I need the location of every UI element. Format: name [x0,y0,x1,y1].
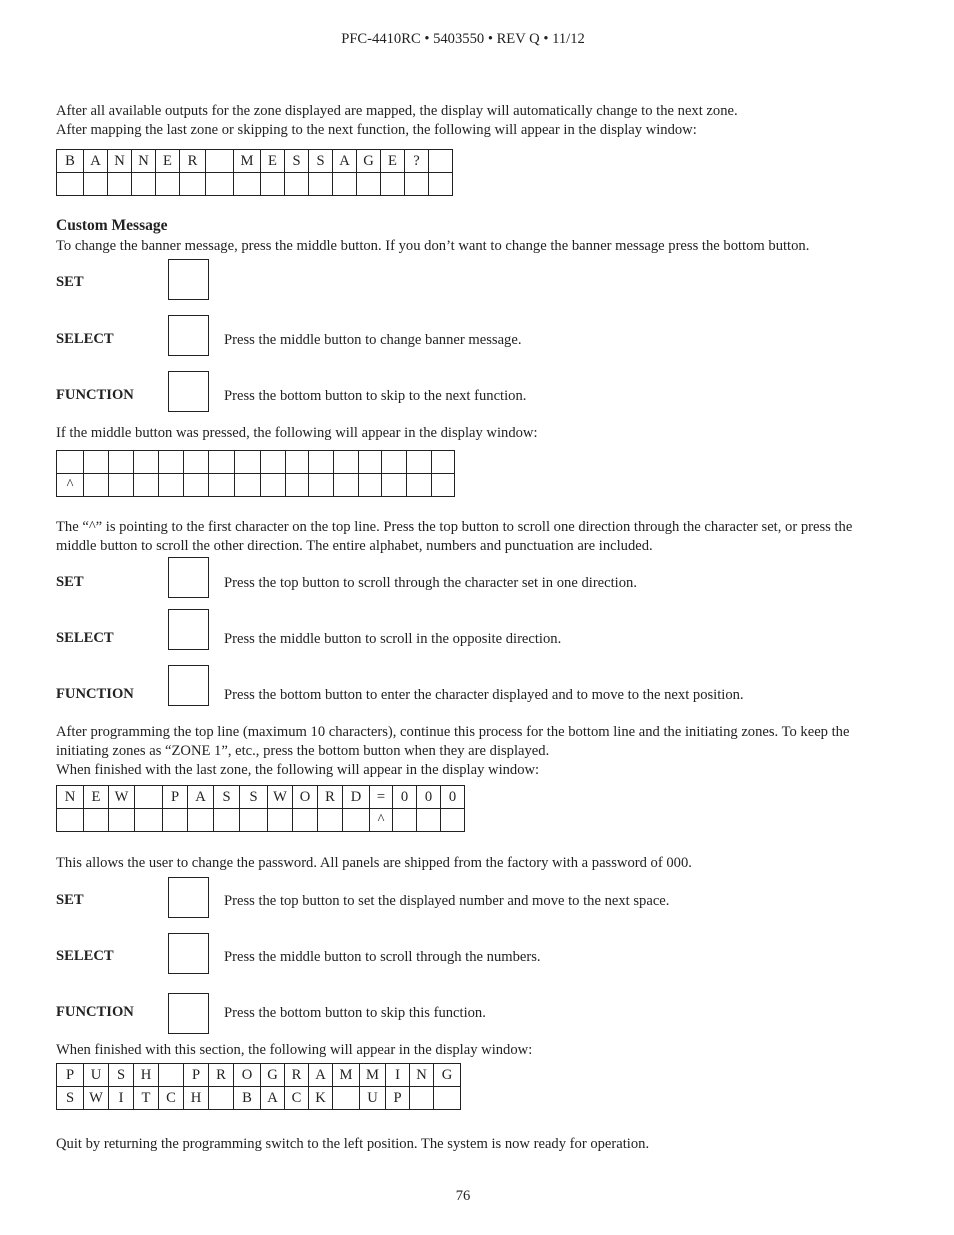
display-cell [309,451,334,474]
display-cell: R [285,1064,309,1087]
display-cell [286,474,309,497]
display-cell [159,451,184,474]
display-cell: W [84,1087,109,1110]
display-cell: O [293,786,318,809]
display-cell [343,809,370,832]
display-cell: 0 [393,786,417,809]
display-cell [84,809,109,832]
display-cell: A [333,150,357,173]
set-button[interactable] [168,259,209,300]
select-description: Press the middle button to scroll in the opposite direction. [224,631,562,647]
display-cell: D [343,786,370,809]
display-cell [184,474,209,497]
display-cell [382,474,407,497]
display-cell: S [57,1087,84,1110]
display-cell [293,809,318,832]
display-cell [417,809,441,832]
select-description: Press the middle button to scroll through the numbers. [224,949,541,965]
display-cell: S [285,150,309,173]
display-cell [432,451,455,474]
function-button[interactable] [168,993,209,1034]
set-label: SET [56,892,84,908]
display-cell [132,173,156,196]
display-cell: A [261,1087,285,1110]
display-cell [159,474,184,497]
display-cell [109,451,134,474]
display-cell: B [234,1087,261,1110]
select-label: SELECT [56,630,114,646]
display-cell [159,1064,184,1087]
display-cell: B [57,150,84,173]
display-cell [206,173,234,196]
display-cell [309,173,333,196]
display-cell: ^ [370,809,393,832]
display-cell [333,173,357,196]
display-cell [209,1087,234,1110]
display-cell [434,1087,461,1110]
display-cell [261,474,286,497]
display-cell: ^ [57,474,84,497]
display-cell: R [180,150,206,173]
display-cell [57,173,84,196]
display-cell [405,173,429,196]
display-row [57,173,453,196]
display-cell [441,809,465,832]
display-cell: G [261,1064,285,1087]
display-cell: = [370,786,393,809]
display-cell: U [360,1087,386,1110]
select-description: Press the middle button to change banner message. [224,332,522,348]
display-cell: C [159,1087,184,1110]
display-cell: S [309,150,333,173]
display-cell [156,173,180,196]
display-cell [334,451,359,474]
display-cell: N [57,786,84,809]
display-cell: P [386,1087,410,1110]
caret-explanation: The “^” is pointing to the first character on the top line. Press the top button to scroll one direction through the character set, or press the middle button to scroll the other direction. The entire alphabet, numbers and punctuation are included. [56,519,853,554]
select-button[interactable] [168,315,209,356]
display-cell [407,474,432,497]
display-cell [214,809,240,832]
function-button[interactable] [168,371,209,412]
display-window-new-password [56,785,465,832]
after-programming-text: After programming the top line (maximum 10 characters), continue this process for the bottom line and the initiating zones. To keep the initiating zones as “ZONE 1”, etc., press the bottom button when they are displayed. [56,724,850,759]
display-row [57,451,455,474]
set-description: Press the top button to set the displayed number and move to the next space. [224,893,670,909]
display-cell: W [109,786,135,809]
display-cell: 0 [441,786,465,809]
select-button[interactable] [168,609,209,650]
display-cell [57,809,84,832]
set-button[interactable] [168,557,209,598]
display-cell [134,451,159,474]
display-cell [410,1087,434,1110]
intro-line-1: After all available outputs for the zone displayed are mapped, the display will automatically change to the next zone. [56,103,738,119]
display-cell [235,451,261,474]
display-cell: E [381,150,405,173]
display-window-banner-message [56,149,453,196]
display-cell [134,474,159,497]
display-cell: S [240,786,268,809]
display-row [57,1064,461,1087]
display-cell: H [184,1087,209,1110]
display-cell [285,173,309,196]
display-cell: N [108,150,132,173]
display-cell: P [163,786,188,809]
display-cell: 0 [417,786,441,809]
display-row [57,786,465,809]
display-cell [334,474,359,497]
display-cell: E [261,150,285,173]
display-cell [184,451,209,474]
display-cell [286,451,309,474]
display-cell: W [268,786,293,809]
display-cell [188,809,214,832]
display-cell: P [184,1064,209,1087]
function-description: Press the bottom button to skip this function. [224,1005,486,1021]
finished-last-zone-text: When finished with the last zone, the following will appear in the display window: [56,762,540,778]
display-cell: U [84,1064,109,1087]
display-cell: N [410,1064,434,1087]
set-button[interactable] [168,877,209,918]
display-cell: A [188,786,214,809]
select-label: SELECT [56,331,114,347]
display-cell [234,173,261,196]
display-row [57,1087,461,1110]
display-cell: E [156,150,180,173]
page-header: PFC-4410RC • 5403550 • REV Q • 11/12 [341,31,585,47]
display-cell: H [134,1064,159,1087]
function-label: FUNCTION [56,387,134,403]
display-cell [84,474,109,497]
display-cell [261,173,285,196]
display-cell: R [318,786,343,809]
quit-instructions: Quit by returning the programming switch to the left position. The system is now ready for operation. [56,1136,650,1152]
custom-message-instructions: To change the banner message, press the middle button. If you don’t want to change the banner message press the bottom button. [56,238,810,254]
display-row [57,150,453,173]
display-cell: M [360,1064,386,1087]
display-window-push-programming [56,1063,461,1110]
display-cell: R [209,1064,234,1087]
display-cell [206,150,234,173]
display-cell: K [309,1087,333,1110]
display-cell [393,809,417,832]
display-cell [407,451,432,474]
section-heading-custom-message: Custom Message [56,217,168,234]
display-cell [109,809,135,832]
display-cell [309,474,334,497]
display-row [57,809,465,832]
display-cell [333,1087,360,1110]
display-cell: N [132,150,156,173]
display-cell [235,474,261,497]
function-description: Press the bottom button to enter the character displayed and to move to the next position. [224,687,744,703]
function-label: FUNCTION [56,686,134,702]
function-description: Press the bottom button to skip to the next function. [224,388,527,404]
page-number: 76 [455,1188,471,1204]
display-cell: ? [405,150,429,173]
display-cell [57,451,84,474]
function-button[interactable] [168,665,209,706]
display-cell: G [434,1064,461,1087]
display-cell [261,451,286,474]
display-cell [357,173,381,196]
display-cell: E [84,786,109,809]
display-cell: I [109,1087,134,1110]
display-cell [209,451,235,474]
display-cell: P [57,1064,84,1087]
display-cell: A [309,1064,333,1087]
display-cell [429,150,453,173]
display-window-blank-caret [56,450,455,497]
display-cell: C [285,1087,309,1110]
display-cell [359,474,382,497]
display-cell [209,474,235,497]
display-cell: S [109,1064,134,1087]
display-cell [382,451,407,474]
display-cell [429,173,453,196]
set-description: Press the top button to scroll through the character set in one direction. [224,575,637,591]
display-cell: G [357,150,381,173]
display-cell [318,809,343,832]
select-label: SELECT [56,948,114,964]
display-cell [135,786,163,809]
display-cell [135,809,163,832]
display-row [57,474,455,497]
display-cell: T [134,1087,159,1110]
display-cell: I [386,1064,410,1087]
display-cell: S [214,786,240,809]
display-cell [84,173,108,196]
select-button[interactable] [168,933,209,974]
display-cell [109,474,134,497]
password-text: This allows the user to change the password. All panels are shipped from the factory with a password of 000. [56,855,692,871]
set-label: SET [56,574,84,590]
section-finished-text: When finished with this section, the following will appear in the display window: [56,1042,533,1058]
display-cell: O [234,1064,261,1087]
display-cell [268,809,293,832]
middle-pressed-text: If the middle button was pressed, the following will appear in the display window: [56,425,538,441]
display-cell: M [234,150,261,173]
display-cell [359,451,382,474]
display-cell [163,809,188,832]
intro-line-2: After mapping the last zone or skipping to the next function, the following will appear in the display window: [56,122,697,138]
display-cell: A [84,150,108,173]
display-cell [432,474,455,497]
display-cell [240,809,268,832]
display-cell [381,173,405,196]
display-cell: M [333,1064,360,1087]
set-label: SET [56,274,84,290]
function-label: FUNCTION [56,1004,134,1020]
display-cell [180,173,206,196]
display-cell [84,451,109,474]
display-cell [108,173,132,196]
